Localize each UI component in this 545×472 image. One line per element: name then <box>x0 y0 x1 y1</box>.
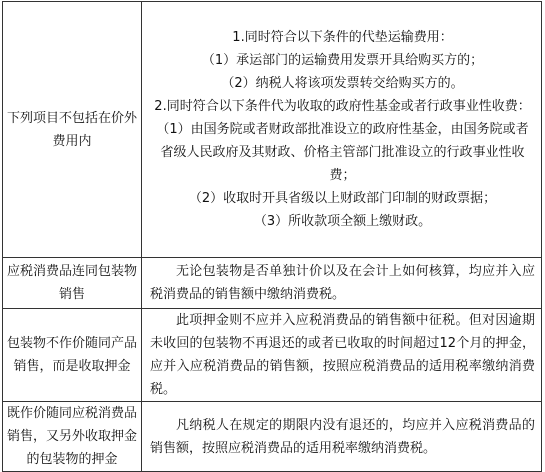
row-content <box>142 2 542 258</box>
content-line: （2）纳税人将该项发票转交给购买方的。 <box>221 76 464 91</box>
table-row <box>3 402 542 472</box>
row-label: 既作价随同应税消费品销售，又另外收取押金的包装物的押金 <box>3 402 142 472</box>
table-row <box>3 258 542 309</box>
row-label: 下列项目不包括在价外费用内 <box>3 2 142 258</box>
table-row <box>3 309 542 402</box>
content-text: 此项押金则不应并入应税消费品的销售额中征税。但对因逾期未收回的包装物不再退还的或者已收取的时间超过12个月的押金，应并入应税消费品的销售额，按照应税消费品的适用税率缴纳消费税。 <box>150 313 535 397</box>
content-line: 2.同时符合以下条件代为收取的政府性基金或者行政事业性收费： <box>154 99 531 114</box>
row-content <box>142 402 542 472</box>
table-row <box>3 2 542 258</box>
content-text: 无论包装物是否单独计价以及在会计上如何核算，均应并入应税消费品的销售额中缴纳消费税。 <box>150 264 535 302</box>
tax-rules-table <box>2 1 542 472</box>
row-content <box>142 309 542 402</box>
row-label: 包装物不作价随同产品销售，而是收取押金 <box>3 309 142 402</box>
row-content <box>142 258 542 309</box>
content-line: （2）收取时开具省级以上财政部门印制的财政票据； <box>188 191 497 206</box>
row-label: 应税消费品连同包装物销售 <box>3 258 142 309</box>
content-text: 凡纳税人在规定的期限内没有退还的，均应并入应税消费品的销售额，按照应税消费品的适用税率缴纳消费税。 <box>150 417 535 456</box>
content-line: 1.同时符合以下条件的代垫运输费用： <box>232 30 453 45</box>
content-line: （1）由国务院或者财政部批准设立的政府性基金，由国务院或者省级人民政府及其财政、价格主管部门批准设立的行政事业性收费； <box>156 122 529 183</box>
content-line: （3）所收款项全额上缴财政。 <box>253 214 432 229</box>
content-line: （1）承运部门的运输费用发票开具给购买方的； <box>201 53 484 68</box>
